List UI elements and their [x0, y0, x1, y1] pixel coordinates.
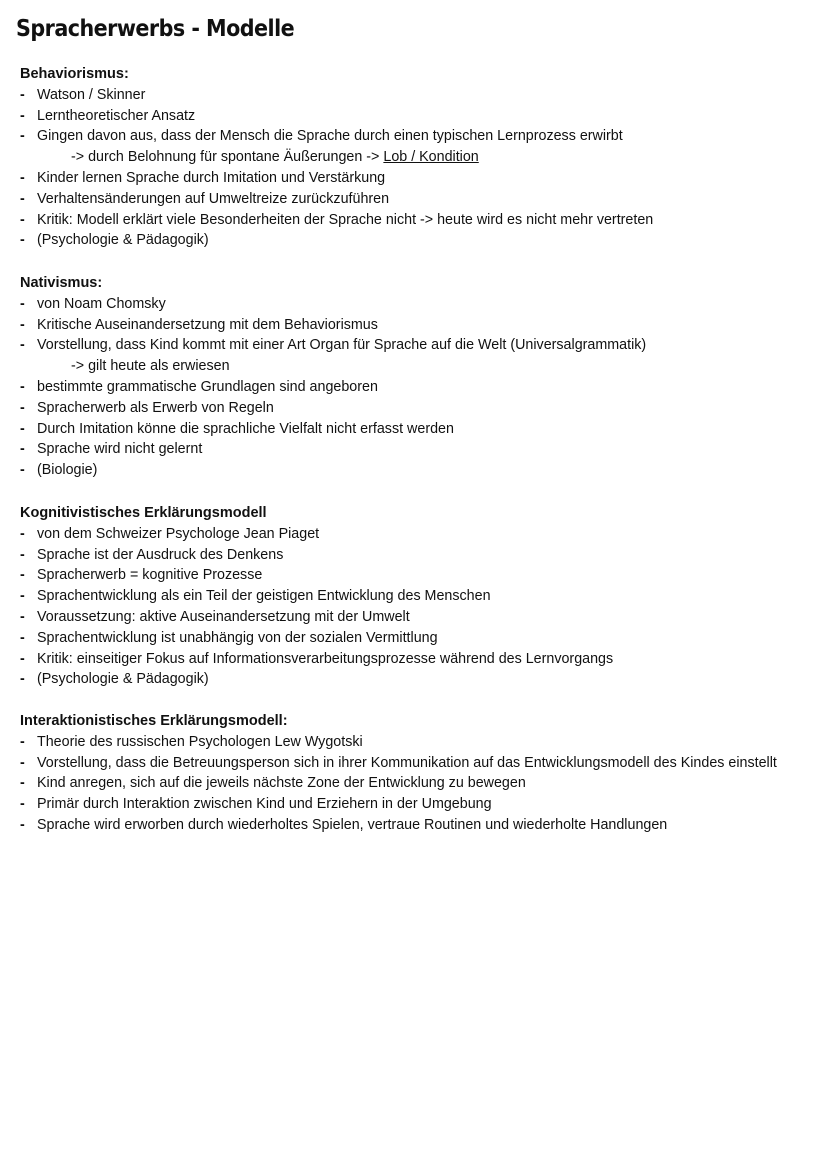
item-text: Spracherwerb = kognitive Prozesse: [37, 567, 263, 584]
item-text: Sprachentwicklung ist unabhängig von der sozialen Vermittlung: [37, 629, 438, 646]
dash-bullet: -: [20, 190, 25, 207]
dash-bullet: -: [20, 399, 25, 416]
list-item: [20, 335, 810, 377]
dash-bullet: -: [20, 546, 25, 563]
section-nativismus: [20, 273, 810, 481]
list-item: [20, 628, 810, 649]
section-heading: Behaviorismus:: [20, 66, 129, 82]
item-text: Theorie des russischen Psychologen Lew Wygotski: [37, 733, 363, 750]
section-kognitivismus: [20, 503, 810, 690]
section-heading: Nativismus:: [20, 275, 103, 291]
dash-bullet: -: [20, 525, 25, 542]
item-text: Spracherwerb als Erwerb von Regeln: [37, 399, 274, 416]
dash-bullet: -: [20, 671, 25, 688]
list-item: [20, 419, 810, 440]
section-behaviorismus: [20, 64, 810, 251]
list-item: [20, 126, 810, 168]
item-text: Kind anregen, sich auf die jeweils nächste Zone der Entwicklung zu bewegen: [37, 775, 526, 792]
item-text: Sprache wird nicht gelernt: [37, 441, 203, 458]
dash-bullet: -: [20, 337, 25, 354]
list-item: [20, 230, 810, 251]
item-text: Gingen davon aus, dass der Mensch die Sprache durch einen typischen Lernprozess erwirbt: [37, 128, 623, 145]
dash-bullet: -: [20, 462, 25, 479]
list-item: [20, 189, 810, 210]
item-text: Sprachentwicklung als ein Teil der geistigen Entwicklung des Menschen: [37, 588, 491, 605]
dash-bullet: -: [20, 608, 25, 625]
item-text: Kritik: Modell erklärt viele Besonderheiten der Sprache nicht -> heute wird es nicht mehr vertreten: [37, 211, 654, 228]
list-item: [20, 210, 810, 231]
item-text: von dem Schweizer Psychologe Jean Piaget: [37, 525, 320, 542]
list-item: [20, 607, 810, 628]
underlined-note: Lob / Kondition: [383, 149, 479, 166]
item-text: Kinder lernen Sprache durch Imitation und Verstärkung: [37, 169, 386, 186]
item-list: [20, 732, 810, 836]
dash-bullet: -: [20, 650, 25, 667]
item-text: Sprache ist der Ausdruck des Denkens: [37, 546, 284, 563]
section-interaktionismus: [20, 711, 810, 836]
dash-bullet: -: [20, 629, 25, 646]
item-text: Kritische Auseinandersetzung mit dem Behaviorismus: [37, 316, 378, 333]
sub-note: [37, 147, 810, 168]
dash-bullet: -: [20, 378, 25, 395]
list-item: [20, 794, 810, 815]
list-item: [20, 649, 810, 670]
item-text: (Psychologie & Pädagogik): [37, 232, 209, 249]
item-text: bestimmte grammatische Grundlagen sind angeboren: [37, 378, 378, 395]
list-item: [20, 168, 810, 189]
dash-bullet: -: [20, 232, 25, 249]
list-item: [20, 315, 810, 336]
list-item: [20, 565, 810, 586]
item-text: Lerntheoretischer Ansatz: [37, 107, 196, 124]
item-text: Watson / Skinner: [37, 86, 146, 103]
list-item: [20, 524, 810, 545]
list-item: [20, 398, 810, 419]
list-item: [20, 669, 810, 690]
list-item: [20, 106, 810, 127]
item-text: Verhaltensänderungen auf Umweltreize zurückzuführen: [37, 190, 390, 207]
list-item: [20, 732, 810, 753]
page-title: Spracherwerbs - Modelle: [16, 16, 295, 42]
dash-bullet: -: [20, 128, 25, 145]
list-item: [20, 815, 810, 836]
list-item: [20, 773, 810, 794]
item-text: Vorstellung, dass Kind kommt mit einer Art Organ für Sprache auf die Welt (Universalgrammatik): [37, 337, 647, 354]
dash-bullet: -: [20, 775, 25, 792]
item-list: [20, 294, 810, 481]
list-item: [20, 545, 810, 566]
dash-bullet: -: [20, 441, 25, 458]
dash-bullet: -: [20, 733, 25, 750]
dash-bullet: -: [20, 754, 25, 771]
dash-bullet: -: [20, 211, 25, 228]
dash-bullet: -: [20, 86, 25, 103]
item-list: [20, 524, 810, 690]
item-list: [20, 85, 810, 251]
item-text: Durch Imitation könne die sprachliche Vielfalt nicht erfasst werden: [37, 420, 454, 437]
list-item: [20, 586, 810, 607]
item-text: von Noam Chomsky: [37, 295, 166, 312]
dash-bullet: -: [20, 169, 25, 186]
dash-bullet: -: [20, 295, 25, 312]
item-text: Vorstellung, dass die Betreuungsperson sich in ihrer Kommunikation auf das Entwicklungsmodell des Kindes einstellt: [37, 754, 777, 771]
item-text: Voraussetzung: aktive Auseinandersetzung mit der Umwelt: [37, 608, 410, 625]
sub-note-text: -> durch Belohnung für spontane Äußerungen ->: [71, 149, 380, 166]
sub-note: -> gilt heute als erwiesen: [71, 358, 230, 375]
dash-bullet: -: [20, 796, 25, 813]
list-item: [20, 377, 810, 398]
item-text: (Psychologie & Pädagogik): [37, 671, 209, 688]
list-item: [20, 294, 810, 315]
item-text: Primär durch Interaktion zwischen Kind und Erziehern in der Umgebung: [37, 796, 492, 813]
list-item: [20, 439, 810, 460]
dash-bullet: -: [20, 567, 25, 584]
dash-bullet: -: [20, 316, 25, 333]
dash-bullet: -: [20, 816, 25, 833]
dash-bullet: -: [20, 420, 25, 437]
item-text: (Biologie): [37, 462, 98, 479]
item-text: Sprache wird erworben durch wiederholtes Spielen, vertraue Routinen und wiederholte Handlungen: [37, 816, 668, 833]
list-item: [20, 85, 810, 106]
item-text: Kritik: einseitiger Fokus auf Informationsverarbeitungsprozesse während des Lernvorgangs: [37, 650, 614, 667]
section-heading: Kognitivistisches Erklärungsmodell: [20, 505, 267, 521]
list-item: [20, 753, 810, 774]
list-item: [20, 460, 810, 481]
dash-bullet: -: [20, 107, 25, 124]
dash-bullet: -: [20, 588, 25, 605]
section-heading: Interaktionistisches Erklärungsmodell:: [20, 713, 288, 729]
